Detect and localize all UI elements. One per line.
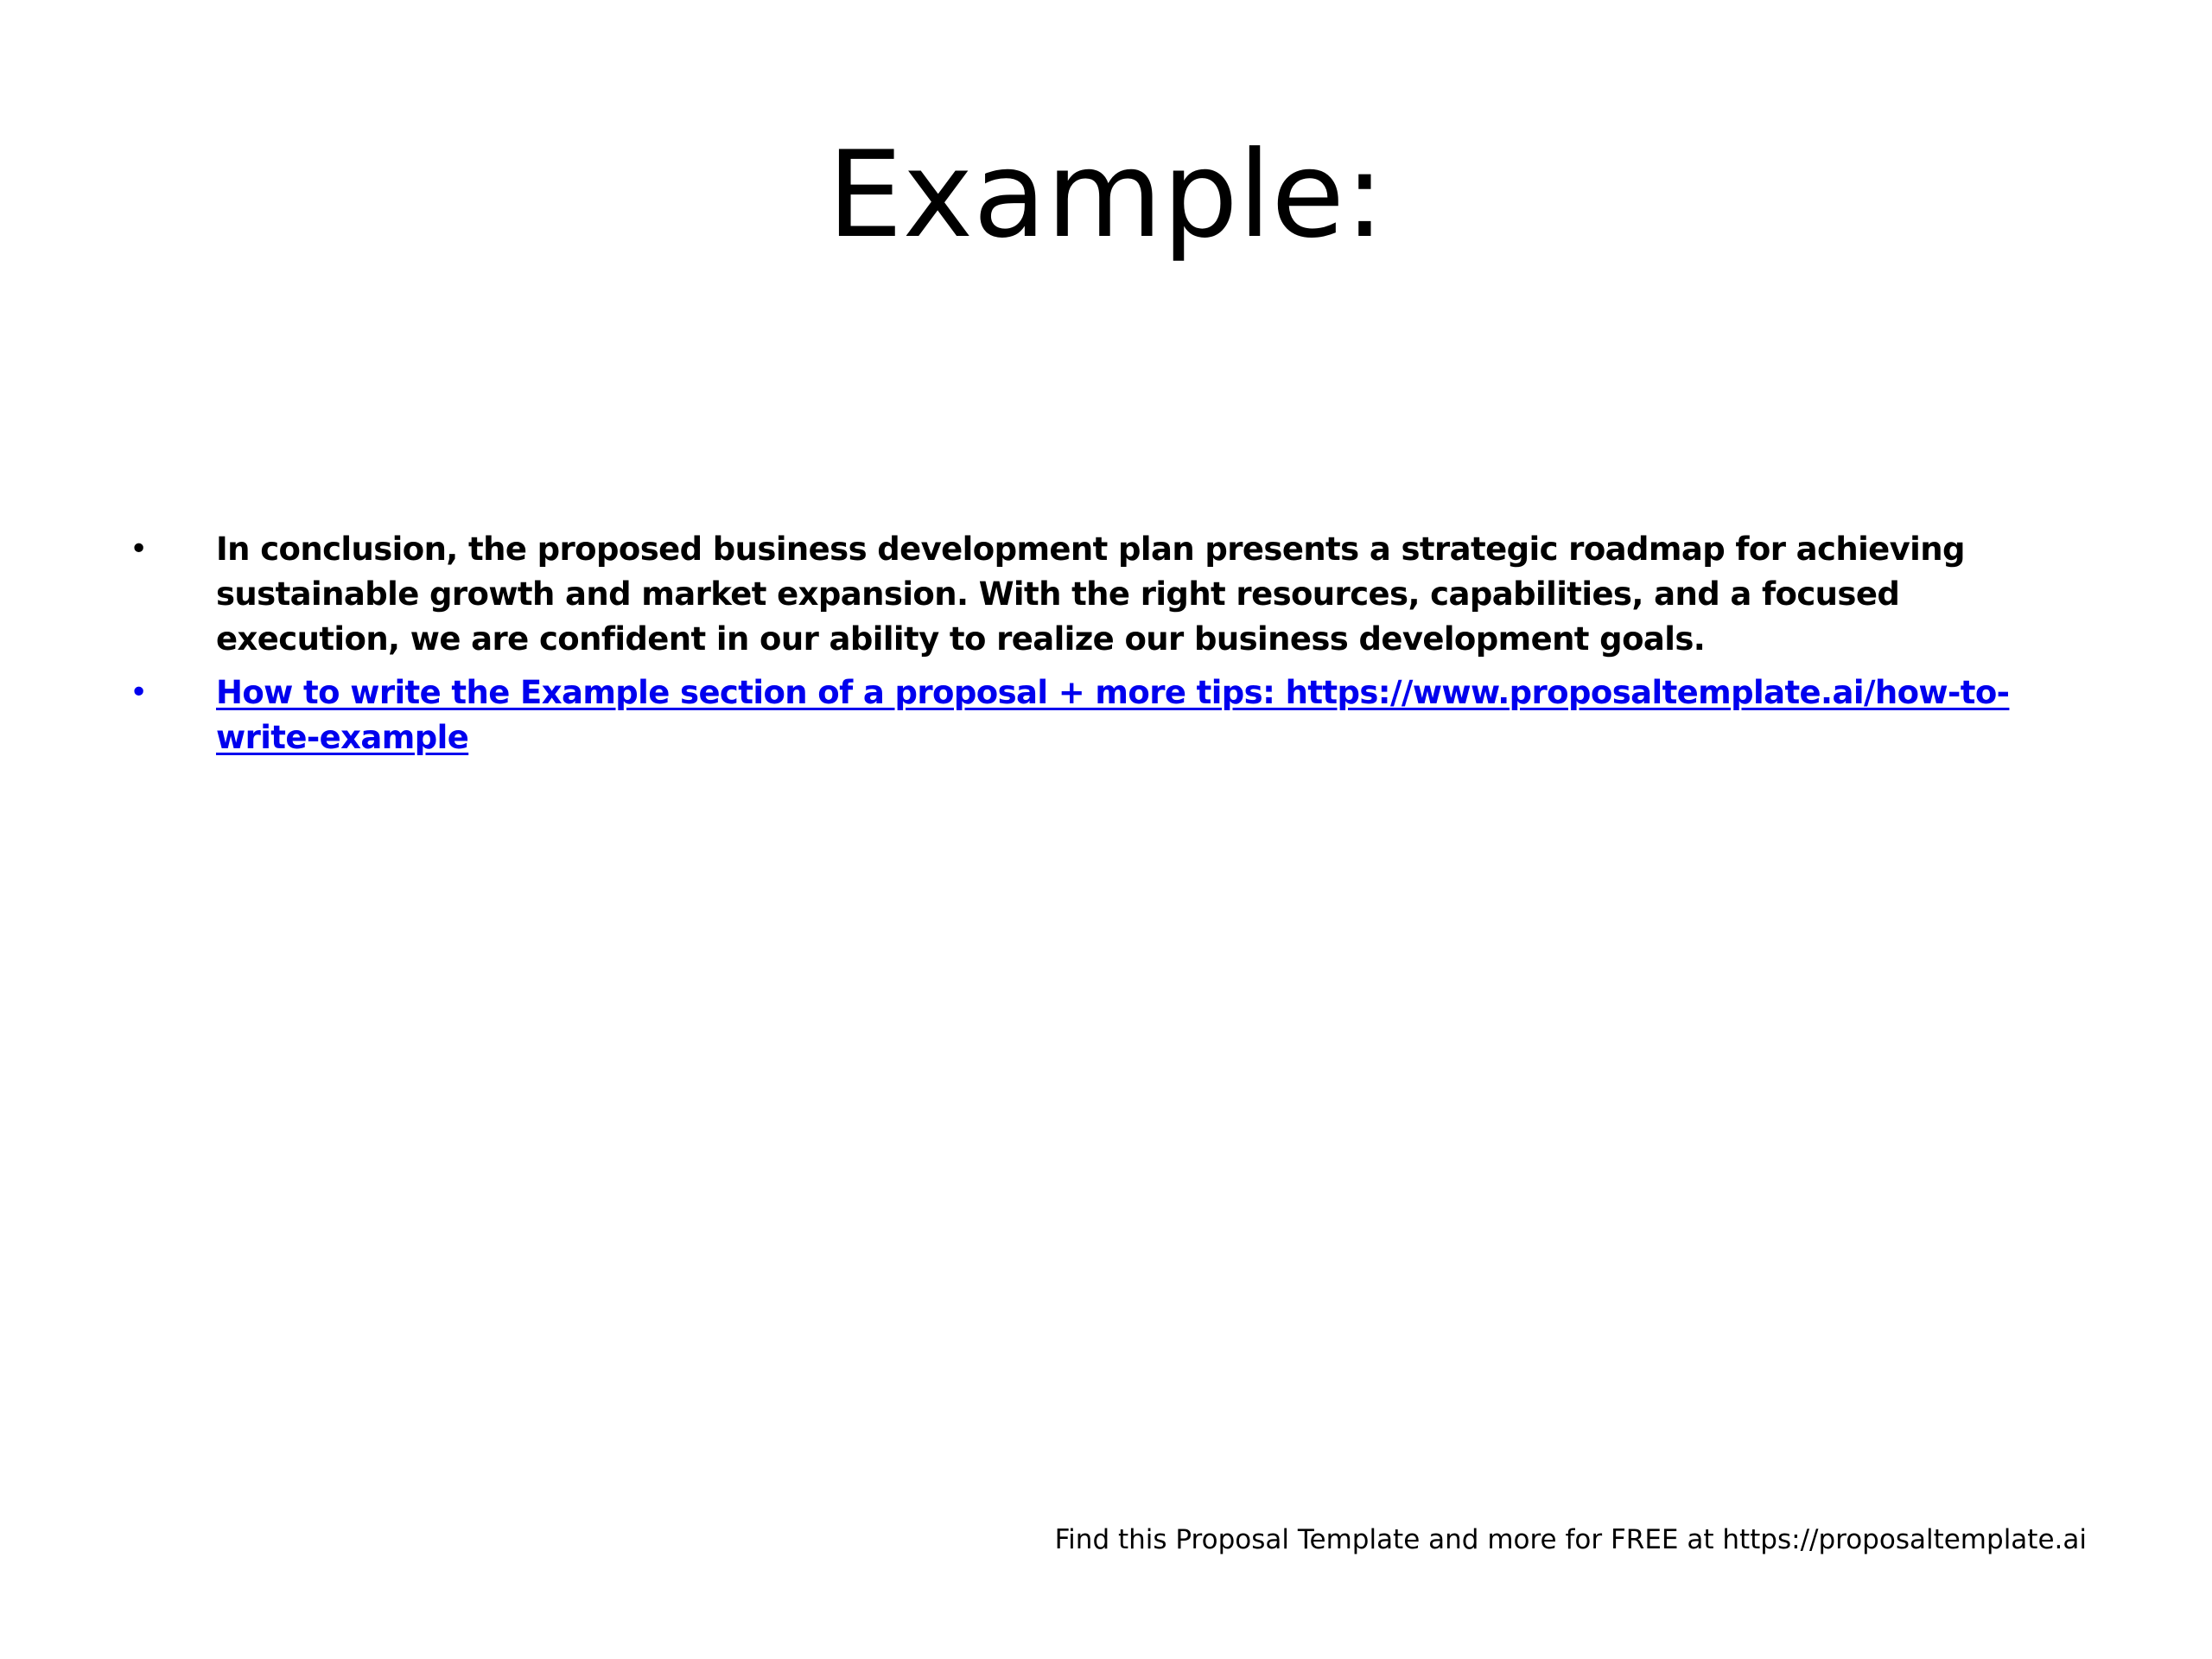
bullet-icon: • bbox=[130, 675, 148, 710]
footer-text: Find this Proposal Template and more for FREE at https://proposaltemplate.ai bbox=[1054, 1524, 2087, 1555]
bullet-icon: • bbox=[130, 531, 148, 567]
bullet-item-link bbox=[130, 671, 2082, 760]
slide-title: Example: bbox=[827, 125, 1385, 264]
how-to-write-example-link[interactable]: How to write the Example section of a proposal + more tips: https://www.proposaltemplate.ai/how-to-write-example bbox=[216, 674, 2010, 756]
bullet-list bbox=[130, 527, 2082, 760]
bullet-text: In conclusion, the proposed business development plan presents a strategic roadmap for achieving sustainable growth and market expansion. With the right resources, capabilities, and a focused execution, we are confident in our ability to realize our business development goals. bbox=[216, 531, 1965, 658]
bullet-item-conclusion bbox=[130, 527, 2082, 662]
